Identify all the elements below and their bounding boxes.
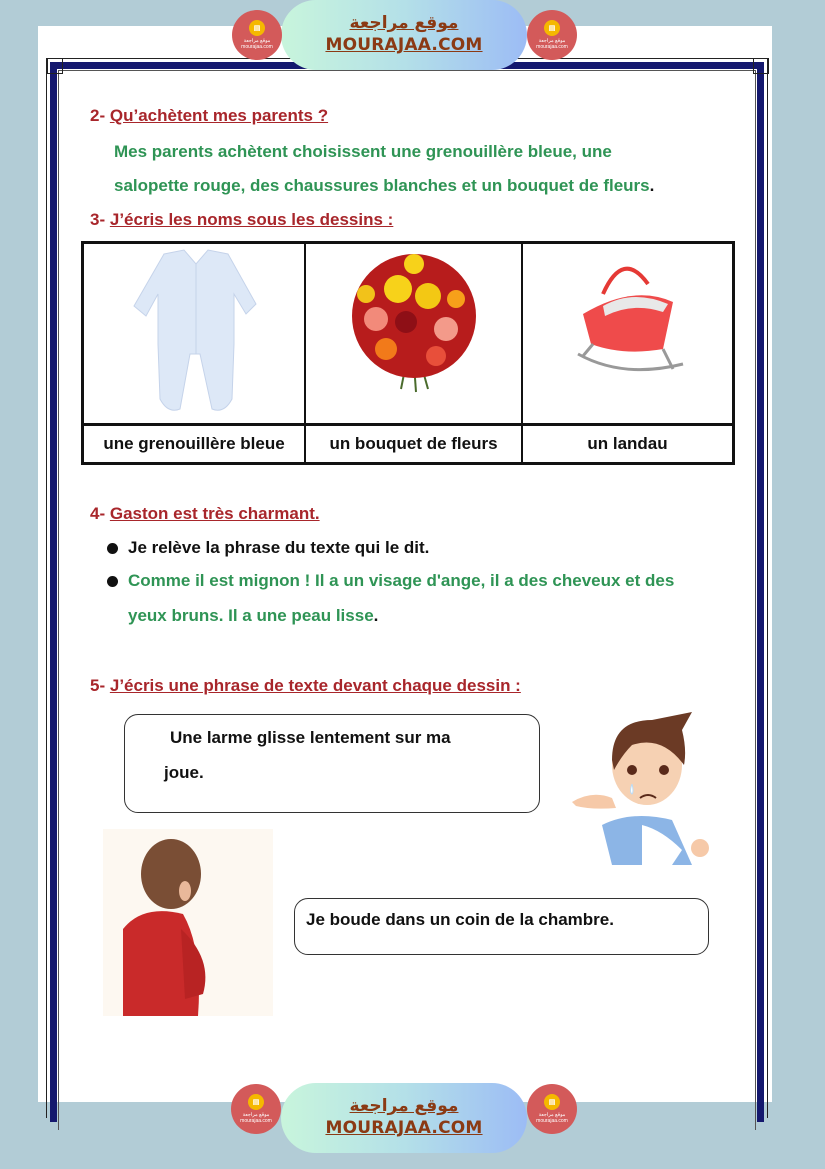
question-5-heading <box>90 676 521 696</box>
book-icon: ▤ <box>544 20 560 36</box>
answer-box-2-text: Je boude dans un coin de la chambre. <box>306 910 614 929</box>
q4-answer-line-1: Comme il est mignon ! Il a un visage d'ange, il a des cheveux et des <box>128 571 675 590</box>
book-icon: ▤ <box>248 1094 264 1110</box>
question-title: Qu’achètent mes parents ? <box>109 106 329 125</box>
table-cell-image <box>523 244 732 426</box>
watermark-banner-bottom[interactable] <box>281 1083 527 1153</box>
table-cell-image <box>84 244 306 426</box>
logo-caption: موقع مراجعة mourajaa.com <box>240 1112 272 1124</box>
question-4-heading <box>90 504 320 524</box>
bullet-icon <box>107 543 118 554</box>
logo-caption: موقع مراجعة mourajaa.com <box>536 1112 568 1124</box>
q4-answer-period: . <box>373 606 379 625</box>
q2-answer-line-2 <box>114 176 654 196</box>
question-2-heading <box>90 106 328 126</box>
watermark-logo-left <box>232 10 282 60</box>
bullet-icon <box>107 576 118 587</box>
q4-answer-text: yeux bruns. Il a une peau lisse <box>128 606 374 625</box>
watermark-site: MOURAJAA.COM <box>325 1118 483 1138</box>
question-number: 3- <box>90 210 106 229</box>
q4-answer-line-2 <box>128 606 378 626</box>
question-number: 4- <box>90 504 106 523</box>
watermark-logo-right <box>527 1084 577 1134</box>
crying-boy-image <box>572 710 720 865</box>
question-title: J’écris les noms sous les dessins : <box>109 210 394 229</box>
book-icon: ▤ <box>544 1094 560 1110</box>
baby-onesie-image <box>84 244 306 426</box>
answer-box-1-line-2: joue. <box>164 763 204 782</box>
question-number: 2- <box>90 106 106 125</box>
border-corner-ornament <box>753 58 769 74</box>
picture-label-table <box>81 241 735 465</box>
watermark-site: MOURAJAA.COM <box>325 35 483 55</box>
table-cell-label: un landau <box>587 434 668 453</box>
question-title: Gaston est très charmant. <box>109 504 320 523</box>
answer-box-1-line-1: Une larme glisse lentement sur ma <box>170 728 451 747</box>
watermark-banner-top[interactable] <box>281 0 527 70</box>
book-icon: ▤ <box>249 20 265 36</box>
table-cell-image <box>306 244 523 426</box>
question-3-heading <box>90 210 393 230</box>
q2-answer-line-1: Mes parents achètent choisissent une grenouillère bleue, une <box>114 142 612 161</box>
question-number: 5- <box>90 676 106 695</box>
logo-caption: موقع مراجعة mourajaa.com <box>536 38 568 50</box>
q4-instruction: Je relève la phrase du texte qui le dit. <box>128 538 430 557</box>
watermark-logo-right <box>527 10 577 60</box>
baby-rocker-image <box>523 244 732 426</box>
watermark-arabic: موقع مراجعة <box>349 13 459 33</box>
watermark-arabic: موقع مراجعة <box>349 1096 459 1116</box>
sulking-boy-image <box>103 829 273 1016</box>
watermark-logo-left <box>231 1084 281 1134</box>
logo-caption: موقع مراجعة mourajaa.com <box>241 38 273 50</box>
question-title: J’écris une phrase de texte devant chaque dessin : <box>109 676 521 695</box>
border-corner-ornament <box>47 58 63 74</box>
table-cell-label: un bouquet de fleurs <box>306 426 523 462</box>
q2-answer-period: . <box>649 176 655 195</box>
flower-bouquet-image <box>306 244 523 426</box>
q2-answer-text: salopette rouge, des chaussures blanches et un bouquet de fleurs <box>114 176 650 195</box>
table-cell-label: une grenouillère bleue <box>84 426 306 462</box>
